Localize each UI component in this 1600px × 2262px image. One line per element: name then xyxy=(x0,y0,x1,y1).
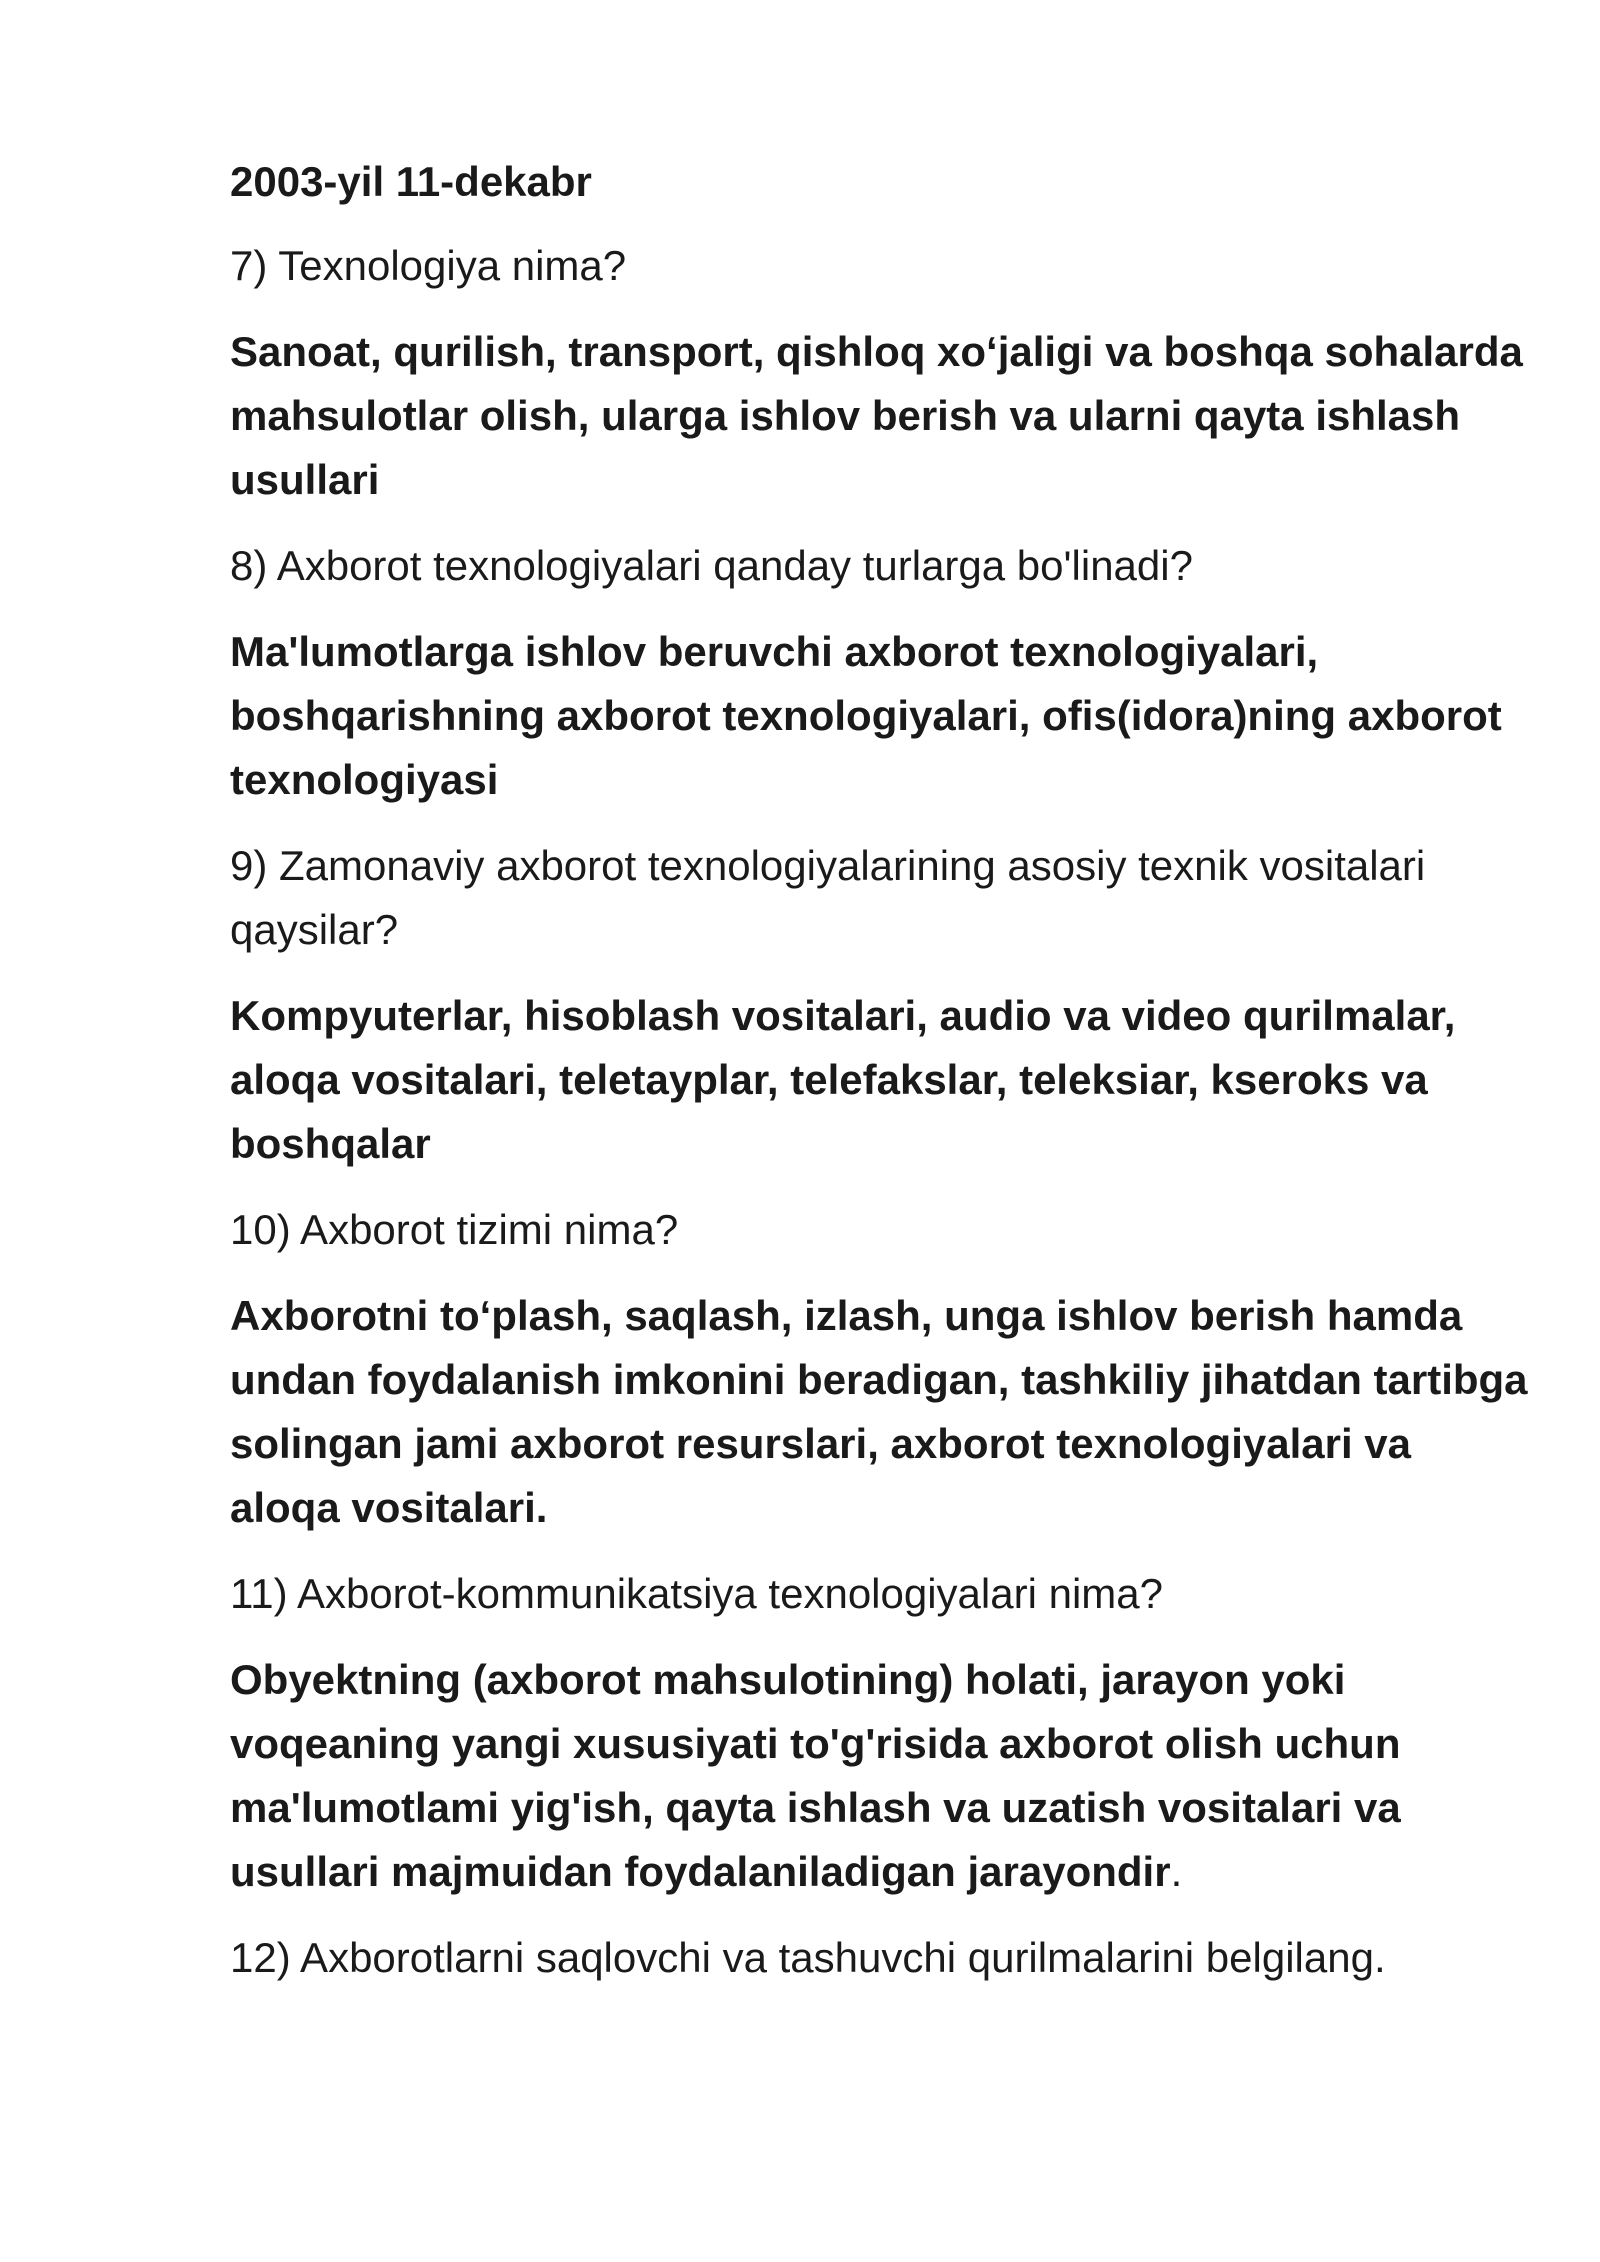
answer-11 xyxy=(230,1648,1530,1904)
document-page xyxy=(230,150,1530,2012)
question-7: 7) Texnologiya nima? xyxy=(230,242,627,289)
question-12: 12) Axborotlarni saqlovchi va tashuvchi qurilmalarini belgilang. xyxy=(230,1934,1386,1981)
answer-11-text: Obyektning (axborot mahsulotining) holati, jarayon yoki voqeaning yangi xususiyati to'g'risida axborot olish uchun ma'lumotlami yig'ish, qayta ishlash va uzatish vositalari va usullari majmuidan foydalaniladigan jarayondir xyxy=(230,1656,1401,1895)
question-9: 9) Zamonaviy axborot texnologiyalarining asosiy texnik vositalari qaysilar? xyxy=(230,842,1426,953)
answer-7: Sanoat, qurilish, transport, qishloq xo‘jaligi va boshqa sohalarda mahsulotlar olish, ularga ishlov berish va ularni qayta ishlash usullari xyxy=(230,328,1523,503)
answer-11-period: . xyxy=(1170,1848,1183,1895)
question-11: 11) Axborot-kommunikatsiya texnologiyalari nima? xyxy=(230,1570,1163,1617)
document-date: 2003-yil 11-dekabr xyxy=(230,158,592,205)
answer-9: Kompyuterlar, hisoblash vositalari, audio va video qurilmalar, aloqa vositalari, teletayplar, telefakslar, teleksiar, kseroks va boshqalar xyxy=(230,992,1456,1167)
answer-8: Ma'lumotlarga ishlov beruvchi axborot texnologiyalari, boshqarishning axborot texnologiyalari, ofis(idora)ning axborot texnologiyasi xyxy=(230,628,1502,803)
question-10: 10) Axborot tizimi nima? xyxy=(230,1206,679,1253)
answer-10: Axborotni to‘plash, saqlash, izlash, unga ishlov berish hamda undan foydalanish imkonini beradigan, tashkiliy jihatdan tartibga solingan jami axborot resurslari, axborot texnologiyalari va aloqa vositalari. xyxy=(230,1292,1528,1531)
question-8: 8) Axborot texnologiyalari qanday turlarga bo'linadi? xyxy=(230,542,1193,589)
